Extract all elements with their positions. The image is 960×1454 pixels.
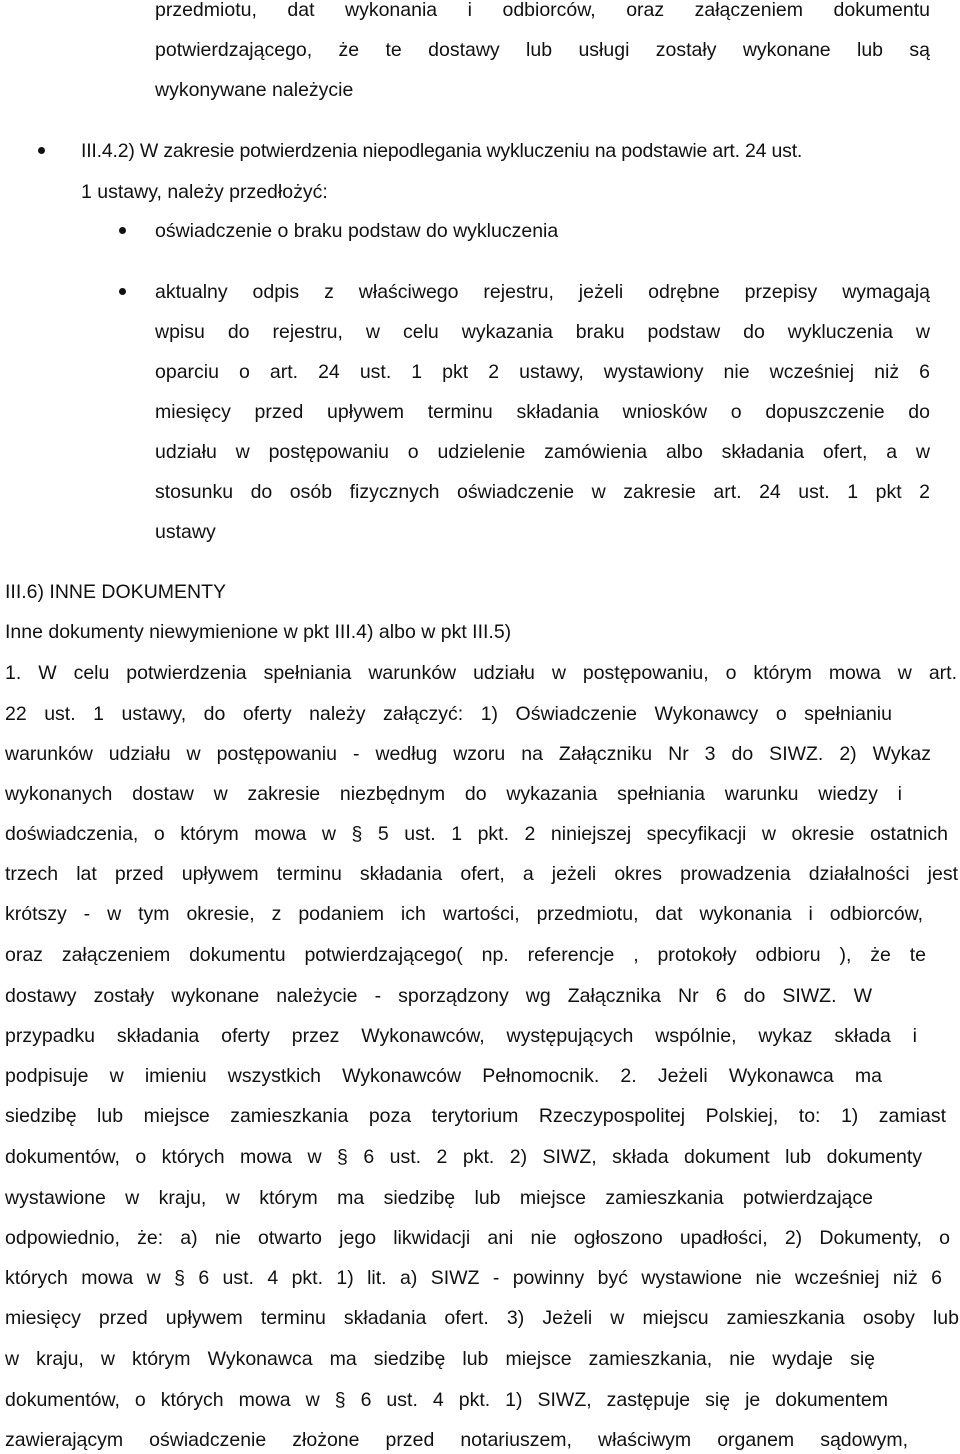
list-item-2-line-2: wpisu do rejestru, w celu wykazania braku podstaw do wykluczenia w xyxy=(155,321,930,343)
body-line-3: warunków udziału w postępowaniu - według wzoru na Załączniku Nr 3 do SIWZ. 2) Wykaz xyxy=(5,743,931,765)
body-line-10: przypadku składania oferty przez Wykonawców, występujących wspólnie, wykaz składa i xyxy=(5,1025,917,1047)
list-item-2-line-4: miesięcy przed upływem terminu składania wniosków o dopuszczenie do xyxy=(155,401,930,423)
body-line-19: dokumentów, o których mowa w § 6 ust. 4 pkt. 1) SIWZ, zastępuje się je dokumentem xyxy=(5,1389,888,1411)
continuation-line-2: potwierdzającego, że te dostawy lub usługi zostały wykonane lub są xyxy=(155,39,930,61)
body-line-13: dokumentów, o których mowa w § 6 ust. 2 pkt. 2) SIWZ, składa dokument lub dokumenty xyxy=(5,1146,922,1168)
section-heading-line-1: III.4.2) W zakresie potwierdzenia niepodlegania wykluczeniu na podstawie art. 24 ust. xyxy=(81,140,803,162)
continuation-line-3: wykonywane należycie xyxy=(155,79,354,101)
body-line-2: 22 ust. 1 ustawy, do oferty należy załączyć: 1) Oświadczenie Wykonawcy o spełnianiu xyxy=(5,703,892,725)
section-heading: III.6) INNE DOKUMENTY xyxy=(5,581,227,603)
body-line-5: doświadczenia, o którym mowa w § 5 ust. 1 pkt. 2 niniejszej specyfikacji w okresie ostatnich xyxy=(5,823,948,845)
body-line-16: których mowa w § 6 ust. 4 pkt. 1) lit. a) SIWZ - powinny być wystawione nie wcześniej niż 6 xyxy=(5,1267,942,1289)
body-line-9: dostawy zostały wykonane należycie - sporządzony wg Załącznika Nr 6 do SIWZ. W xyxy=(5,985,872,1007)
list-item-2-line-1: aktualny odpis z właściwego rejestru, jeżeli odrębne przepisy wymagają xyxy=(155,281,930,303)
body-line-6: trzech lat przed upływem terminu składania ofert, a jeżeli okres prowadzenia działalności jest xyxy=(5,863,958,885)
list-item-2-line-5: udziału w postępowaniu o udzielenie zamówienia albo składania ofert, a w xyxy=(155,441,930,463)
list-item-1-line-1: oświadczenie o braku podstaw do wykluczenia xyxy=(155,220,559,242)
body-line-4: wykonanych dostaw w zakresie niezbędnym do wykazania spełniania warunku wiedzy i xyxy=(5,783,902,805)
list-item-2-line-3: oparciu o art. 24 ust. 1 pkt 2 ustawy, wystawiony nie wcześniej niż 6 xyxy=(155,361,930,383)
body-line-14: wystawione w kraju, w którym ma siedzibę lub miejsce zamieszkania potwierdzające xyxy=(5,1187,873,1209)
body-line-11: podpisuje w imieniu wszystkich Wykonawców Pełnomocnik. 2. Jeżeli Wykonawca ma xyxy=(5,1065,882,1087)
body-line-20: zawierającym oświadczenie złożone przed notariuszem, właściwym organem sądowym, xyxy=(5,1429,908,1451)
section-heading-line-2: 1 ustawy, należy przedłożyć: xyxy=(81,181,328,203)
body-line-8: oraz załączeniem dokumentu potwierdzającego( np. referencje , protokoły odbioru ), że te xyxy=(5,944,926,966)
body-line-12: siedzibę lub miejsce zamieszkania poza terytorium Rzeczypospolitej Polskiej, to: 1) zamiast xyxy=(5,1105,946,1127)
body-line-15: odpowiednio, że: a) nie otwarto jego likwidacji ani nie ogłoszono upadłości, 2) Dokumenty, o xyxy=(5,1227,950,1249)
bullet-marker xyxy=(119,227,126,234)
list-item-2-line-6: stosunku do osób fizycznych oświadczenie w zakresie art. 24 ust. 1 pkt 2 xyxy=(155,481,930,503)
list-item-2-line-7: ustawy xyxy=(155,521,216,543)
body-line-18: w kraju, w którym Wykonawca ma siedzibę lub miejsce zamieszkania, nie wydaje się xyxy=(5,1348,875,1370)
continuation-line-1: przedmiotu, dat wykonania i odbiorców, oraz załączeniem dokumentu xyxy=(155,0,930,21)
bullet-marker xyxy=(119,288,126,295)
body-line-7: krótszy - w tym okresie, z podaniem ich wartości, przedmiotu, dat wykonania i odbiorców, xyxy=(5,903,923,925)
body-line-17: miesięcy przed upływem terminu składania ofert. 3) Jeżeli w miejscu zamieszkania osoby lub xyxy=(5,1307,959,1329)
section-subheading: Inne dokumenty niewymienione w pkt III.4) albo w pkt III.5) xyxy=(5,621,512,643)
body-line-1: 1. W celu potwierdzenia spełniania warunków udziału w postępowaniu, o którym mowa w art. xyxy=(5,662,957,684)
bullet-marker xyxy=(38,147,45,154)
